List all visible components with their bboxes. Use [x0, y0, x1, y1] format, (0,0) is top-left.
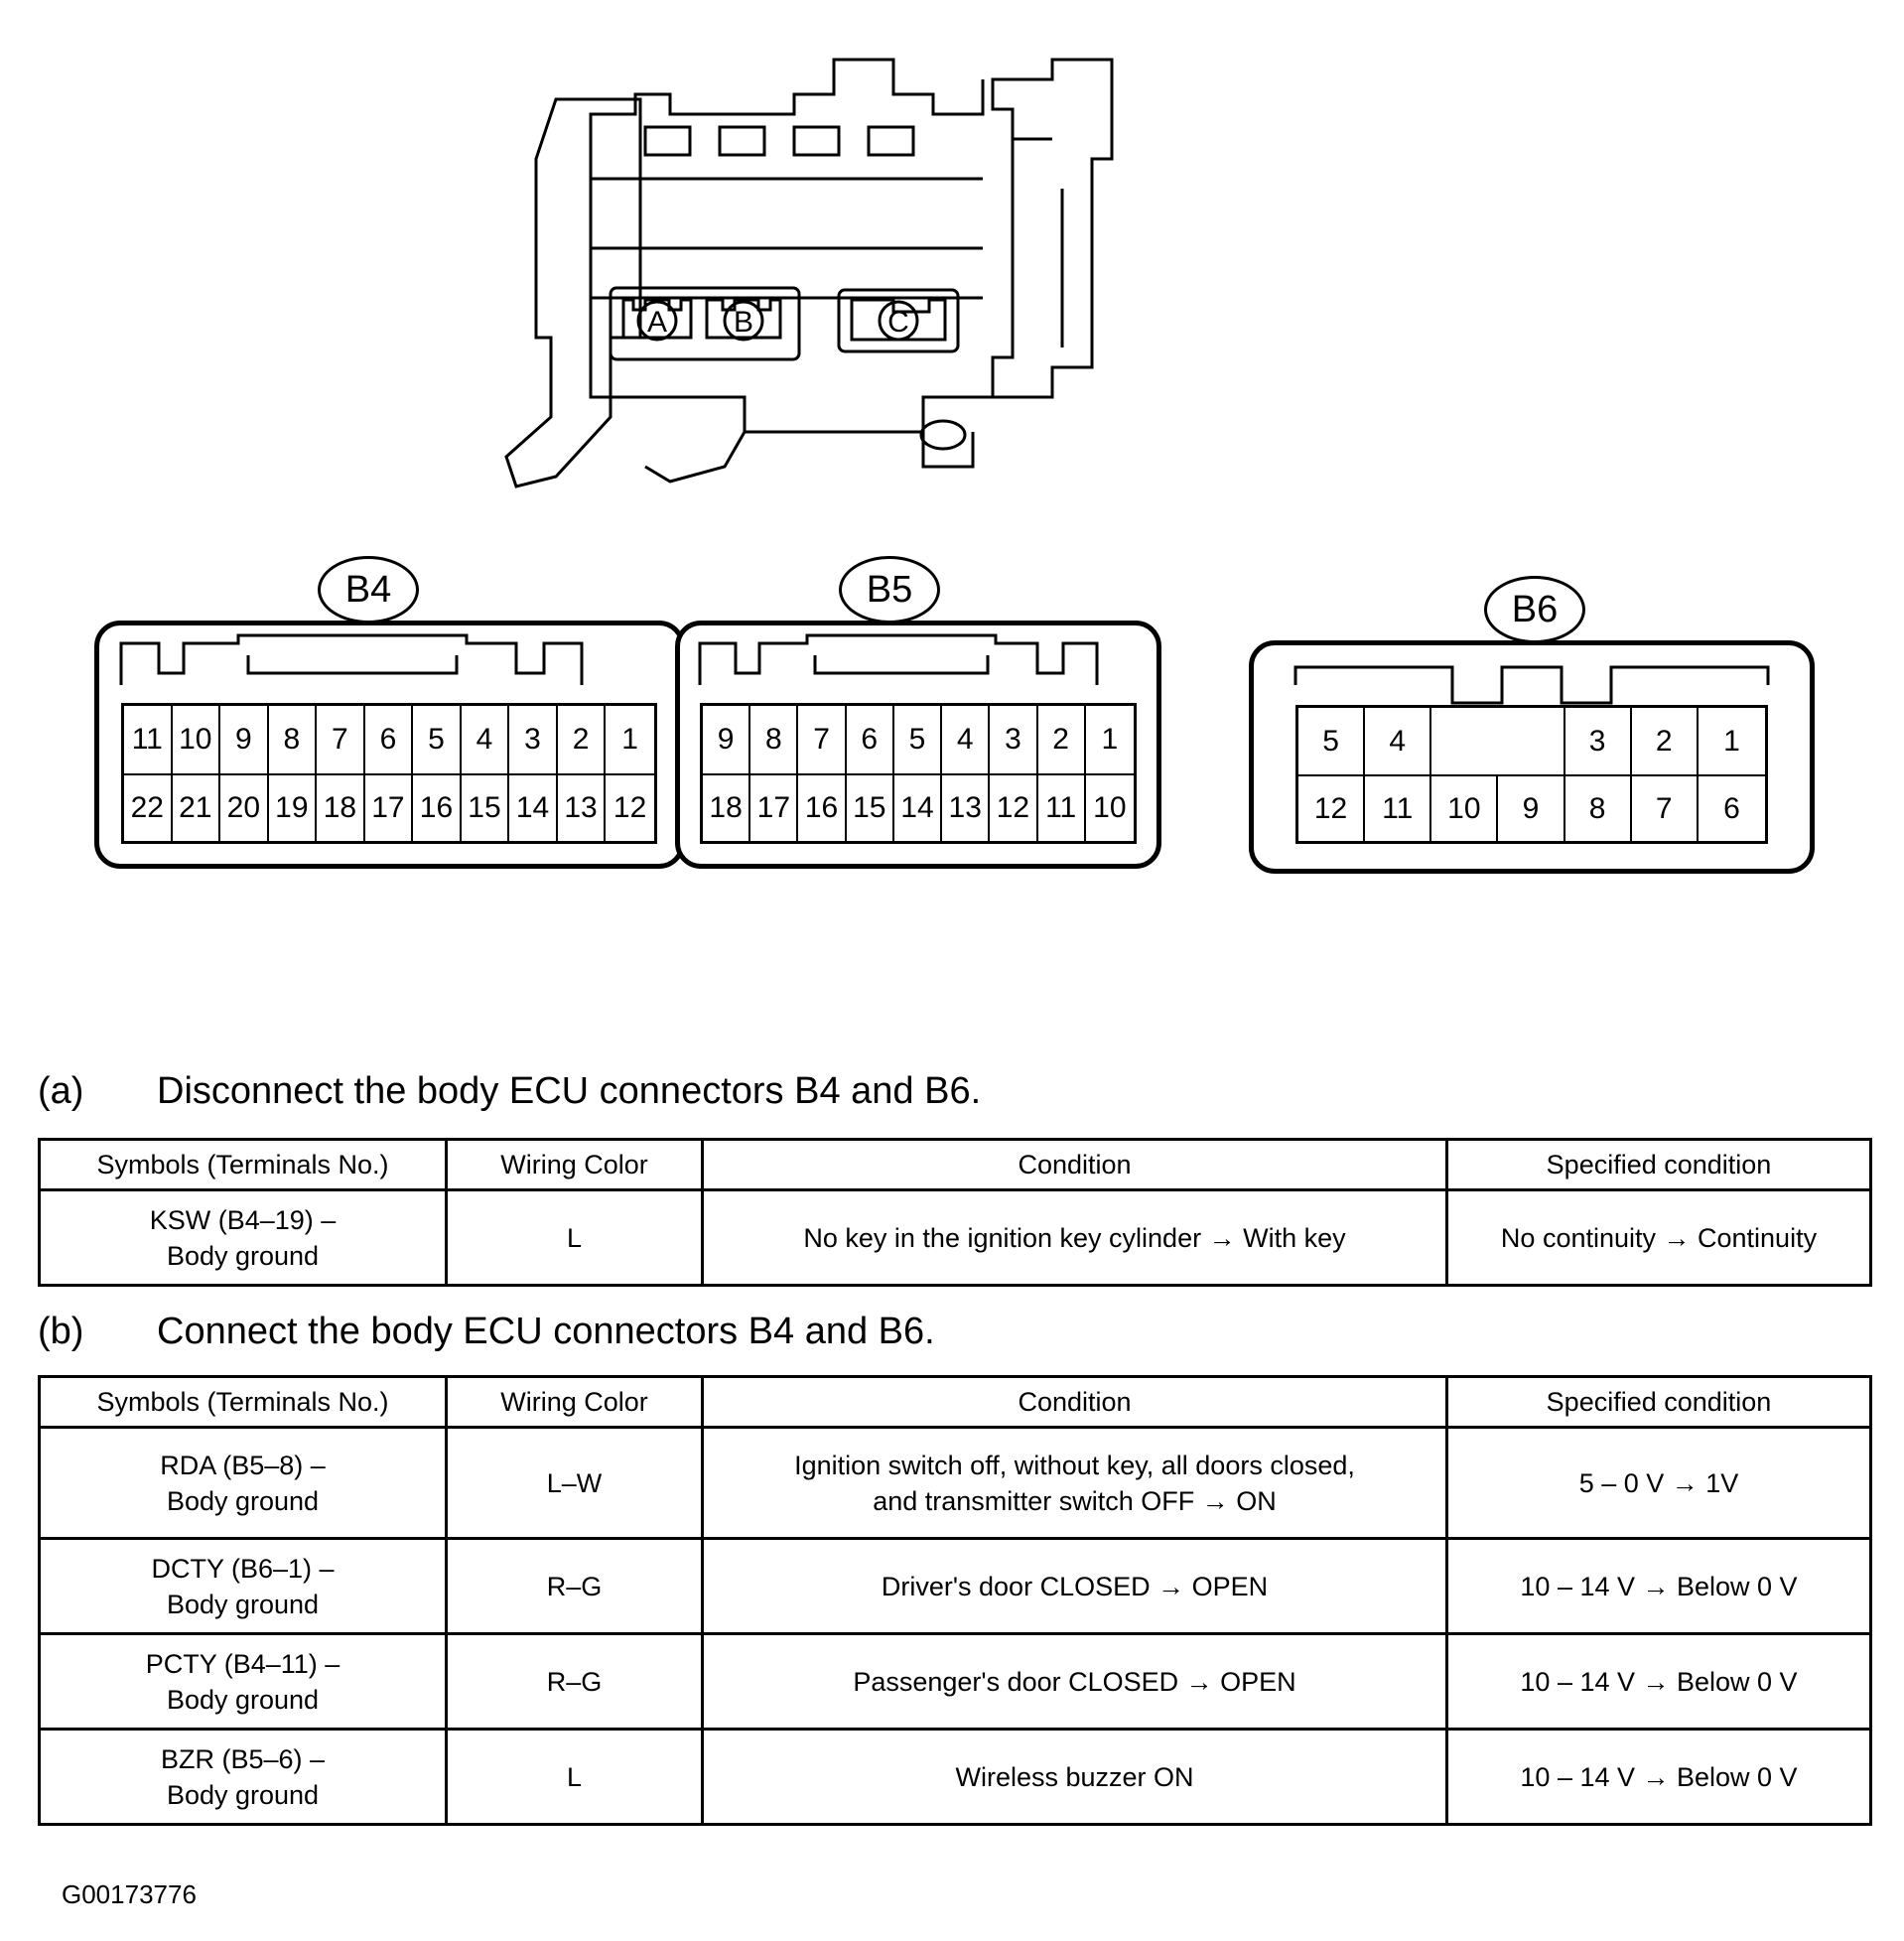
pin-b6-11: 11: [1365, 776, 1431, 841]
callout-b-label: B: [733, 306, 754, 339]
table-b-symbols-line2-0: Body ground: [166, 1485, 320, 1516]
step-b-marker: (b): [38, 1311, 84, 1352]
pin-b5-17: 17: [750, 775, 798, 841]
table-b-header-color: Wiring Color: [447, 1377, 703, 1428]
connector-b4-bottom-row: [124, 773, 654, 841]
table-row: [40, 1539, 1871, 1634]
table-b-cell-color-3: L: [447, 1730, 703, 1825]
pin-b4-14: 14: [509, 775, 558, 841]
table-a-cell-symbols: [40, 1190, 447, 1286]
table-b-header-row: [40, 1377, 1871, 1428]
connector-b4-pin-grid: [121, 703, 657, 844]
pin-b6-6: 6: [1723, 791, 1740, 825]
connector-label-b5: B5: [839, 556, 940, 624]
table-b-symbols-line2-1: Body ground: [166, 1589, 320, 1619]
table-row: [40, 1190, 1871, 1286]
connector-shell-b5: [675, 621, 1161, 869]
table-row: [40, 1428, 1871, 1539]
step-b-text: Connect the body ECU connectors B4 and B6.: [157, 1311, 935, 1352]
connector-b6-bottom-row: [1298, 774, 1765, 841]
table-a-header-symbols: Symbols (Terminals No.): [40, 1140, 447, 1190]
pin-b5-8: 8: [750, 706, 798, 773]
pin-b4-19: 19: [269, 775, 318, 841]
table-a-header-condition: Condition: [703, 1140, 1447, 1190]
pin-b4-5: 5: [413, 706, 462, 773]
connector-b4-top-row: [124, 706, 654, 773]
pin-b5-18: 18: [703, 775, 750, 841]
pin-b4-17: 17: [365, 775, 414, 841]
table-a: [38, 1138, 1872, 1287]
table-a-cell-color: L: [447, 1190, 703, 1286]
pin-b5-3: 3: [990, 706, 1037, 773]
pin-b6-12: 12: [1298, 776, 1365, 841]
pin-b5-7: 7: [798, 706, 846, 773]
table-row: [40, 1730, 1871, 1825]
pin-b4-3: 3: [509, 706, 558, 773]
table-row: [40, 1634, 1871, 1730]
table-a-symbols-line2: Body ground: [166, 1240, 320, 1271]
table-a-header-row: [40, 1140, 1871, 1190]
table-b-header-condition: Condition: [703, 1377, 1447, 1428]
table-a-header-specified: Specified condition: [1447, 1140, 1871, 1190]
pin-b4-12: 12: [612, 791, 647, 824]
pin-b6-1: 1: [1723, 724, 1740, 758]
connector-b5-top-row: [703, 706, 1134, 773]
pin-b4-13: 13: [558, 775, 607, 841]
pin-b5-11: 11: [1038, 775, 1086, 841]
pin-b5-10: 10: [1093, 791, 1127, 824]
figure-code: G00173776: [62, 1879, 197, 1909]
table-a-header-color: Wiring Color: [447, 1140, 703, 1190]
table-b-cell-symbols-0: [40, 1428, 447, 1539]
callout-a-label: A: [646, 306, 668, 339]
ignition-switch-svg: [496, 40, 1350, 536]
connector-b5-pin-grid: [700, 703, 1137, 844]
table-a-cell-condition: No key in the ignition key cylinder → With key: [703, 1190, 1447, 1286]
table-b-header-symbols: Symbols (Terminals No.): [40, 1377, 447, 1428]
step-a: [38, 1070, 981, 1113]
connector-b6-pin-grid: [1295, 705, 1768, 844]
table-b-cell-symbols-3: [40, 1730, 447, 1825]
table-b-condition-line1-0: Ignition switch off, without key, all doors closed,: [794, 1450, 1355, 1480]
pin-b4-6: 6: [365, 706, 414, 773]
table-b-symbols-line1-1: DCTY (B6–1) –: [151, 1553, 335, 1584]
pin-b4-20: 20: [220, 775, 269, 841]
table-b-cell-condition-3: Wireless buzzer ON: [703, 1730, 1447, 1825]
table-b-symbols-line2-3: Body ground: [166, 1779, 320, 1810]
pin-b6-2: 2: [1632, 708, 1699, 774]
pin-b6-10: 10: [1431, 776, 1498, 841]
connector-pinout-diagrams: [0, 566, 1904, 1013]
pin-b6-9: 9: [1498, 776, 1564, 841]
pin-b5-6: 6: [847, 706, 894, 773]
pin-b4-15: 15: [462, 775, 510, 841]
table-b: [38, 1375, 1872, 1826]
pin-b4-18: 18: [317, 775, 365, 841]
pin-b4-22: 22: [124, 775, 173, 841]
table-a-symbols-line1: KSW (B4–19) –: [149, 1204, 337, 1235]
pin-b4-8: 8: [269, 706, 318, 773]
table-b-cell-color-2: R–G: [447, 1634, 703, 1730]
table-b-cell-specified-0: 5 – 0 V → 1V: [1447, 1428, 1871, 1539]
pin-b5-2: 2: [1038, 706, 1086, 773]
table-b-condition-line2-0: and transmitter switch OFF → ON: [873, 1485, 1277, 1516]
ignition-switch-illustration: [496, 40, 1350, 536]
table-b-symbols-line1-3: BZR (B5–6) –: [160, 1743, 326, 1774]
pin-b6-blank-2: [1498, 708, 1564, 774]
table-b-cell-symbols-2: [40, 1634, 447, 1730]
table-b-symbols-line2-2: Body ground: [166, 1684, 320, 1715]
pin-b4-21: 21: [173, 775, 221, 841]
pin-b4-11: 11: [124, 706, 173, 773]
connector-shell-b4: [94, 621, 685, 869]
pin-b4-4: 4: [462, 706, 510, 773]
table-b-symbols-line1-2: PCTY (B4–11) –: [145, 1648, 340, 1679]
pin-b4-1: 1: [621, 723, 638, 756]
pin-b4-10: 10: [173, 706, 221, 773]
pin-b5-5: 5: [894, 706, 942, 773]
pin-b5-14: 14: [894, 775, 942, 841]
table-b-cell-condition-0: [703, 1428, 1447, 1539]
table-b-cell-specified-1: 10 – 14 V → Below 0 V: [1447, 1539, 1871, 1634]
pin-b4-7: 7: [317, 706, 365, 773]
step-b: [38, 1311, 935, 1353]
pin-b6-3: 3: [1565, 708, 1632, 774]
pin-b5-15: 15: [847, 775, 894, 841]
pin-b6-5: 5: [1298, 708, 1365, 774]
pin-b4-9: 9: [220, 706, 269, 773]
table-a-cell-specified: No continuity → Continuity: [1447, 1190, 1871, 1286]
pin-b5-13: 13: [942, 775, 990, 841]
table-b-cell-condition-2: Passenger's door CLOSED → OPEN: [703, 1634, 1447, 1730]
table-b-header-specified: Specified condition: [1447, 1377, 1871, 1428]
table-b-cell-symbols-1: [40, 1539, 447, 1634]
pin-b5-9: 9: [703, 706, 750, 773]
connector-label-b6: B6: [1484, 576, 1585, 643]
pin-b6-7: 7: [1632, 776, 1699, 841]
pin-b5-4: 4: [942, 706, 990, 773]
table-b-symbols-line1-0: RDA (B5–8) –: [160, 1450, 326, 1480]
connector-shell-b6: [1249, 640, 1815, 874]
pin-b5-16: 16: [798, 775, 846, 841]
table-b-cell-specified-3: 10 – 14 V → Below 0 V: [1447, 1730, 1871, 1825]
pin-b5-12: 12: [990, 775, 1037, 841]
connector-b6-top-row: [1298, 708, 1765, 774]
pin-b4-16: 16: [413, 775, 462, 841]
pin-b6-4: 4: [1365, 708, 1431, 774]
connector-label-b4: B4: [318, 556, 419, 624]
step-a-marker: (a): [38, 1070, 84, 1112]
pin-b4-2: 2: [558, 706, 607, 773]
pin-b5-1: 1: [1101, 723, 1119, 756]
callout-c-label: C: [887, 306, 909, 339]
pin-b6-blank-1: [1431, 708, 1498, 774]
pin-b6-8: 8: [1565, 776, 1632, 841]
step-a-text: Disconnect the body ECU connectors B4 and B6.: [157, 1070, 982, 1112]
table-b-cell-specified-2: 10 – 14 V → Below 0 V: [1447, 1634, 1871, 1730]
connector-b5-bottom-row: [703, 773, 1134, 841]
table-b-cell-condition-1: Driver's door CLOSED → OPEN: [703, 1539, 1447, 1634]
table-b-cell-color-1: R–G: [447, 1539, 703, 1634]
table-b-cell-color-0: L–W: [447, 1428, 703, 1539]
